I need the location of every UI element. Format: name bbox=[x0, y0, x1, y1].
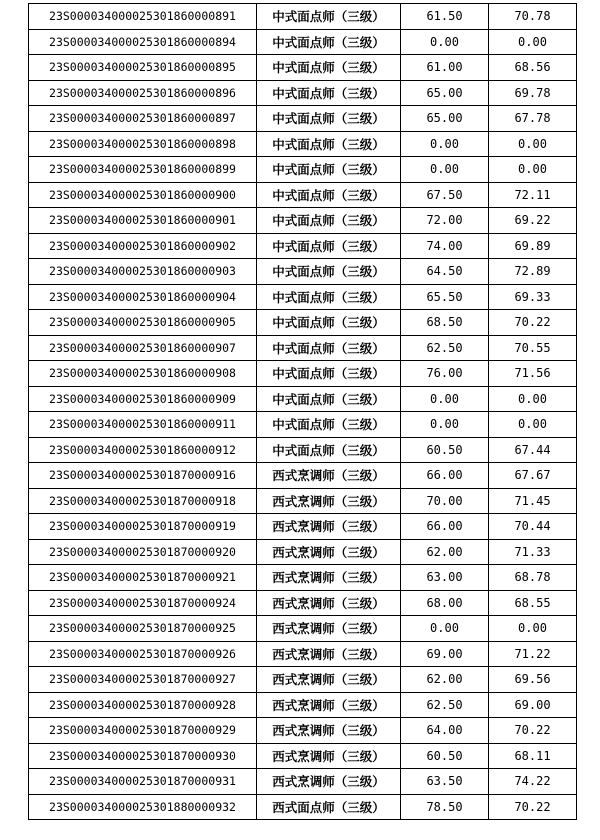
exam-id-cell: 23S000034000025301860000907 bbox=[29, 335, 257, 361]
theory-score-cell: 68.00 bbox=[401, 590, 489, 616]
theory-score-cell: 70.00 bbox=[401, 488, 489, 514]
practical-score-cell: 0.00 bbox=[489, 616, 577, 642]
theory-score-cell: 76.00 bbox=[401, 361, 489, 387]
theory-score-cell: 0.00 bbox=[401, 157, 489, 183]
theory-score-cell: 62.00 bbox=[401, 667, 489, 693]
occupation-cell: 西式烹调师（三级） bbox=[257, 692, 401, 718]
occupation-cell: 西式烹调师（三级） bbox=[257, 641, 401, 667]
occupation-cell: 西式烹调师（三级） bbox=[257, 488, 401, 514]
occupation-cell: 中式面点师（三级） bbox=[257, 106, 401, 132]
practical-score-cell: 68.56 bbox=[489, 55, 577, 81]
practical-score-cell: 72.11 bbox=[489, 182, 577, 208]
occupation-cell: 中式面点师（三级） bbox=[257, 157, 401, 183]
occupation-cell: 西式烹调师（三级） bbox=[257, 616, 401, 642]
theory-score-cell: 68.50 bbox=[401, 310, 489, 336]
exam-id-cell: 23S000034000025301870000924 bbox=[29, 590, 257, 616]
theory-score-cell: 78.50 bbox=[401, 794, 489, 820]
occupation-cell: 西式烹调师（三级） bbox=[257, 667, 401, 693]
exam-id-cell: 23S000034000025301870000929 bbox=[29, 718, 257, 744]
table-row bbox=[29, 667, 577, 693]
exam-id-cell: 23S000034000025301860000896 bbox=[29, 80, 257, 106]
theory-score-cell: 63.00 bbox=[401, 565, 489, 591]
theory-score-cell: 0.00 bbox=[401, 386, 489, 412]
table-row bbox=[29, 718, 577, 744]
exam-id-cell: 23S000034000025301860000898 bbox=[29, 131, 257, 157]
theory-score-cell: 66.00 bbox=[401, 514, 489, 540]
theory-score-cell: 0.00 bbox=[401, 29, 489, 55]
table-row bbox=[29, 692, 577, 718]
exam-id-cell: 23S000034000025301860000912 bbox=[29, 437, 257, 463]
practical-score-cell: 69.00 bbox=[489, 692, 577, 718]
practical-score-cell: 70.78 bbox=[489, 4, 577, 30]
exam-id-cell: 23S000034000025301860000903 bbox=[29, 259, 257, 285]
table-row bbox=[29, 641, 577, 667]
practical-score-cell: 67.67 bbox=[489, 463, 577, 489]
theory-score-cell: 72.00 bbox=[401, 208, 489, 234]
table-row bbox=[29, 208, 577, 234]
theory-score-cell: 65.50 bbox=[401, 284, 489, 310]
table-row bbox=[29, 386, 577, 412]
theory-score-cell: 69.00 bbox=[401, 641, 489, 667]
occupation-cell: 中式面点师（三级） bbox=[257, 182, 401, 208]
theory-score-cell: 0.00 bbox=[401, 412, 489, 438]
table-row bbox=[29, 463, 577, 489]
table-row bbox=[29, 769, 577, 795]
table-row bbox=[29, 361, 577, 387]
table-row bbox=[29, 284, 577, 310]
table-row bbox=[29, 616, 577, 642]
table-row bbox=[29, 233, 577, 259]
practical-score-cell: 67.44 bbox=[489, 437, 577, 463]
practical-score-cell: 67.78 bbox=[489, 106, 577, 132]
practical-score-cell: 69.89 bbox=[489, 233, 577, 259]
occupation-cell: 中式面点师（三级） bbox=[257, 80, 401, 106]
occupation-cell: 西式烹调师（三级） bbox=[257, 565, 401, 591]
theory-score-cell: 62.50 bbox=[401, 692, 489, 718]
practical-score-cell: 69.33 bbox=[489, 284, 577, 310]
practical-score-cell: 71.33 bbox=[489, 539, 577, 565]
exam-id-cell: 23S000034000025301870000920 bbox=[29, 539, 257, 565]
exam-id-cell: 23S000034000025301860000902 bbox=[29, 233, 257, 259]
practical-score-cell: 70.22 bbox=[489, 718, 577, 744]
occupation-cell: 中式面点师（三级） bbox=[257, 437, 401, 463]
occupation-cell: 西式烹调师（三级） bbox=[257, 718, 401, 744]
table-row bbox=[29, 131, 577, 157]
practical-score-cell: 0.00 bbox=[489, 386, 577, 412]
practical-score-cell: 0.00 bbox=[489, 157, 577, 183]
practical-score-cell: 68.78 bbox=[489, 565, 577, 591]
score-table-body bbox=[29, 4, 577, 820]
occupation-cell: 中式面点师（三级） bbox=[257, 55, 401, 81]
occupation-cell: 中式面点师（三级） bbox=[257, 208, 401, 234]
exam-id-cell: 23S000034000025301870000927 bbox=[29, 667, 257, 693]
occupation-cell: 西式烹调师（三级） bbox=[257, 514, 401, 540]
exam-id-cell: 23S000034000025301870000928 bbox=[29, 692, 257, 718]
exam-id-cell: 23S000034000025301860000895 bbox=[29, 55, 257, 81]
table-row bbox=[29, 794, 577, 820]
table-row bbox=[29, 29, 577, 55]
exam-id-cell: 23S000034000025301860000894 bbox=[29, 29, 257, 55]
table-row bbox=[29, 437, 577, 463]
exam-id-cell: 23S000034000025301860000901 bbox=[29, 208, 257, 234]
table-row bbox=[29, 514, 577, 540]
table-row bbox=[29, 80, 577, 106]
theory-score-cell: 0.00 bbox=[401, 131, 489, 157]
exam-id-cell: 23S000034000025301870000930 bbox=[29, 743, 257, 769]
exam-id-cell: 23S000034000025301860000904 bbox=[29, 284, 257, 310]
occupation-cell: 西式烹调师（三级） bbox=[257, 539, 401, 565]
exam-id-cell: 23S000034000025301860000897 bbox=[29, 106, 257, 132]
theory-score-cell: 61.00 bbox=[401, 55, 489, 81]
occupation-cell: 西式烹调师（三级） bbox=[257, 769, 401, 795]
theory-score-cell: 62.00 bbox=[401, 539, 489, 565]
practical-score-cell: 71.45 bbox=[489, 488, 577, 514]
occupation-cell: 中式面点师（三级） bbox=[257, 310, 401, 336]
table-row bbox=[29, 335, 577, 361]
practical-score-cell: 69.78 bbox=[489, 80, 577, 106]
exam-id-cell: 23S000034000025301870000919 bbox=[29, 514, 257, 540]
exam-id-cell: 23S000034000025301870000926 bbox=[29, 641, 257, 667]
occupation-cell: 中式面点师（三级） bbox=[257, 335, 401, 361]
occupation-cell: 中式面点师（三级） bbox=[257, 29, 401, 55]
theory-score-cell: 0.00 bbox=[401, 616, 489, 642]
exam-id-cell: 23S000034000025301860000891 bbox=[29, 4, 257, 30]
practical-score-cell: 70.44 bbox=[489, 514, 577, 540]
practical-score-cell: 72.89 bbox=[489, 259, 577, 285]
practical-score-cell: 71.22 bbox=[489, 641, 577, 667]
exam-id-cell: 23S000034000025301880000932 bbox=[29, 794, 257, 820]
practical-score-cell: 70.55 bbox=[489, 335, 577, 361]
theory-score-cell: 60.50 bbox=[401, 743, 489, 769]
occupation-cell: 中式面点师（三级） bbox=[257, 386, 401, 412]
theory-score-cell: 67.50 bbox=[401, 182, 489, 208]
practical-score-cell: 74.22 bbox=[489, 769, 577, 795]
table-row bbox=[29, 590, 577, 616]
exam-id-cell: 23S000034000025301870000925 bbox=[29, 616, 257, 642]
table-row bbox=[29, 743, 577, 769]
practical-score-cell: 68.55 bbox=[489, 590, 577, 616]
practical-score-cell: 71.56 bbox=[489, 361, 577, 387]
occupation-cell: 西式烹调师（三级） bbox=[257, 463, 401, 489]
theory-score-cell: 62.50 bbox=[401, 335, 489, 361]
practical-score-cell: 0.00 bbox=[489, 131, 577, 157]
table-row bbox=[29, 488, 577, 514]
exam-id-cell: 23S000034000025301870000921 bbox=[29, 565, 257, 591]
exam-id-cell: 23S000034000025301860000905 bbox=[29, 310, 257, 336]
practical-score-cell: 70.22 bbox=[489, 310, 577, 336]
exam-id-cell: 23S000034000025301860000909 bbox=[29, 386, 257, 412]
exam-id-cell: 23S000034000025301860000911 bbox=[29, 412, 257, 438]
table-row bbox=[29, 412, 577, 438]
practical-score-cell: 68.11 bbox=[489, 743, 577, 769]
table-row bbox=[29, 565, 577, 591]
table-row bbox=[29, 157, 577, 183]
exam-id-cell: 23S000034000025301870000916 bbox=[29, 463, 257, 489]
occupation-cell: 西式烹调师（三级） bbox=[257, 590, 401, 616]
theory-score-cell: 66.00 bbox=[401, 463, 489, 489]
practical-score-cell: 69.22 bbox=[489, 208, 577, 234]
occupation-cell: 中式面点师（三级） bbox=[257, 284, 401, 310]
theory-score-cell: 65.00 bbox=[401, 106, 489, 132]
occupation-cell: 中式面点师（三级） bbox=[257, 412, 401, 438]
practical-score-cell: 0.00 bbox=[489, 412, 577, 438]
table-row bbox=[29, 55, 577, 81]
occupation-cell: 中式面点师（三级） bbox=[257, 259, 401, 285]
occupation-cell: 中式面点师（三级） bbox=[257, 4, 401, 30]
exam-id-cell: 23S000034000025301860000908 bbox=[29, 361, 257, 387]
occupation-cell: 中式面点师（三级） bbox=[257, 361, 401, 387]
occupation-cell: 中式面点师（三级） bbox=[257, 131, 401, 157]
theory-score-cell: 63.50 bbox=[401, 769, 489, 795]
score-table bbox=[28, 3, 577, 820]
table-row bbox=[29, 259, 577, 285]
occupation-cell: 西式烹调师（三级） bbox=[257, 743, 401, 769]
practical-score-cell: 69.56 bbox=[489, 667, 577, 693]
theory-score-cell: 64.50 bbox=[401, 259, 489, 285]
table-row bbox=[29, 539, 577, 565]
exam-id-cell: 23S000034000025301870000918 bbox=[29, 488, 257, 514]
theory-score-cell: 60.50 bbox=[401, 437, 489, 463]
exam-id-cell: 23S000034000025301860000900 bbox=[29, 182, 257, 208]
theory-score-cell: 65.00 bbox=[401, 80, 489, 106]
table-row bbox=[29, 310, 577, 336]
table-row bbox=[29, 4, 577, 30]
exam-id-cell: 23S000034000025301860000899 bbox=[29, 157, 257, 183]
table-row bbox=[29, 106, 577, 132]
theory-score-cell: 74.00 bbox=[401, 233, 489, 259]
theory-score-cell: 64.00 bbox=[401, 718, 489, 744]
theory-score-cell: 61.50 bbox=[401, 4, 489, 30]
practical-score-cell: 70.22 bbox=[489, 794, 577, 820]
occupation-cell: 西式面点师（三级） bbox=[257, 794, 401, 820]
exam-id-cell: 23S000034000025301870000931 bbox=[29, 769, 257, 795]
occupation-cell: 中式面点师（三级） bbox=[257, 233, 401, 259]
table-row bbox=[29, 182, 577, 208]
practical-score-cell: 0.00 bbox=[489, 29, 577, 55]
